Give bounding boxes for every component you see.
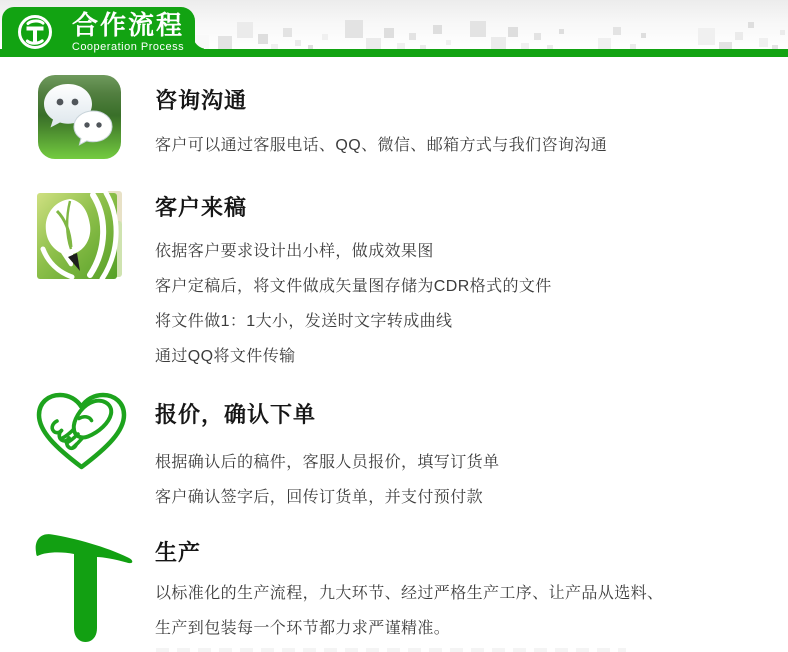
mosaic-square xyxy=(508,27,518,37)
mosaic-square xyxy=(258,34,268,44)
step-title: 生产 xyxy=(155,540,202,565)
mosaic-square xyxy=(598,38,611,49)
step-title: 客户来稿 xyxy=(155,195,248,220)
mosaic-square xyxy=(491,37,506,49)
step-line: 依据客户要求设计出小样，做成效果图 xyxy=(155,243,434,260)
mosaic-square xyxy=(366,38,381,49)
mosaic-square xyxy=(780,30,785,35)
step-line: 通过QQ将文件传输 xyxy=(155,348,296,365)
step-title: 报价，确认下单 xyxy=(155,402,317,427)
mosaic-square xyxy=(698,28,715,45)
step-title: 咨询沟通 xyxy=(155,88,248,113)
clipped-next-line xyxy=(156,648,626,652)
step-line: 生产到包装每一个环节都力求严谨精准。 xyxy=(155,620,451,637)
mosaic-square xyxy=(719,42,732,49)
mosaic-square xyxy=(613,27,621,35)
mosaic-square xyxy=(759,38,768,47)
mosaic-square xyxy=(470,21,486,37)
page-subtitle: Cooperation Process xyxy=(71,41,185,53)
coreldraw-icon xyxy=(37,191,122,281)
step-line: 客户确认签字后，回传订货单，并支付预付款 xyxy=(155,489,484,506)
mosaic-square xyxy=(237,22,253,38)
mosaic-square xyxy=(534,33,541,40)
mosaic-square xyxy=(384,28,394,38)
mosaic-square xyxy=(409,33,416,40)
step-line: 将文件做1：1大小，发送时文字转成曲线 xyxy=(155,313,453,330)
banner-text xyxy=(64,10,192,54)
step-line: 根据确认后的稿件，客服人员报价，填写订货单 xyxy=(155,454,500,471)
page-title: 合作流程 xyxy=(71,10,184,40)
mosaic-square xyxy=(295,40,301,46)
mosaic-square xyxy=(283,28,292,37)
header-banner xyxy=(2,7,195,57)
wechat-icon xyxy=(37,74,122,160)
step-line: 以标准化的生产流程，九大环节、经过严格生产工序、让产品从选料、 xyxy=(155,585,664,602)
production-hammer-icon xyxy=(33,528,134,644)
step-line: 客户可以通过客服电话、QQ、微信、邮箱方式与我们咨询沟通 xyxy=(155,137,608,154)
company-logo-icon xyxy=(16,13,54,51)
mosaic-square xyxy=(748,22,754,28)
mosaic-square xyxy=(345,20,363,38)
mosaic-square xyxy=(735,32,743,40)
mosaic-square xyxy=(559,29,564,34)
step-line: 客户定稿后，将文件做成矢量图存储为CDR格式的文件 xyxy=(155,278,552,295)
mosaic-square xyxy=(218,36,232,49)
mosaic-square xyxy=(446,40,451,45)
mosaic-square xyxy=(641,33,646,38)
handshake-icon xyxy=(33,389,130,473)
mosaic-square xyxy=(433,25,442,34)
header-band xyxy=(0,0,788,57)
mosaic-square xyxy=(322,34,328,40)
